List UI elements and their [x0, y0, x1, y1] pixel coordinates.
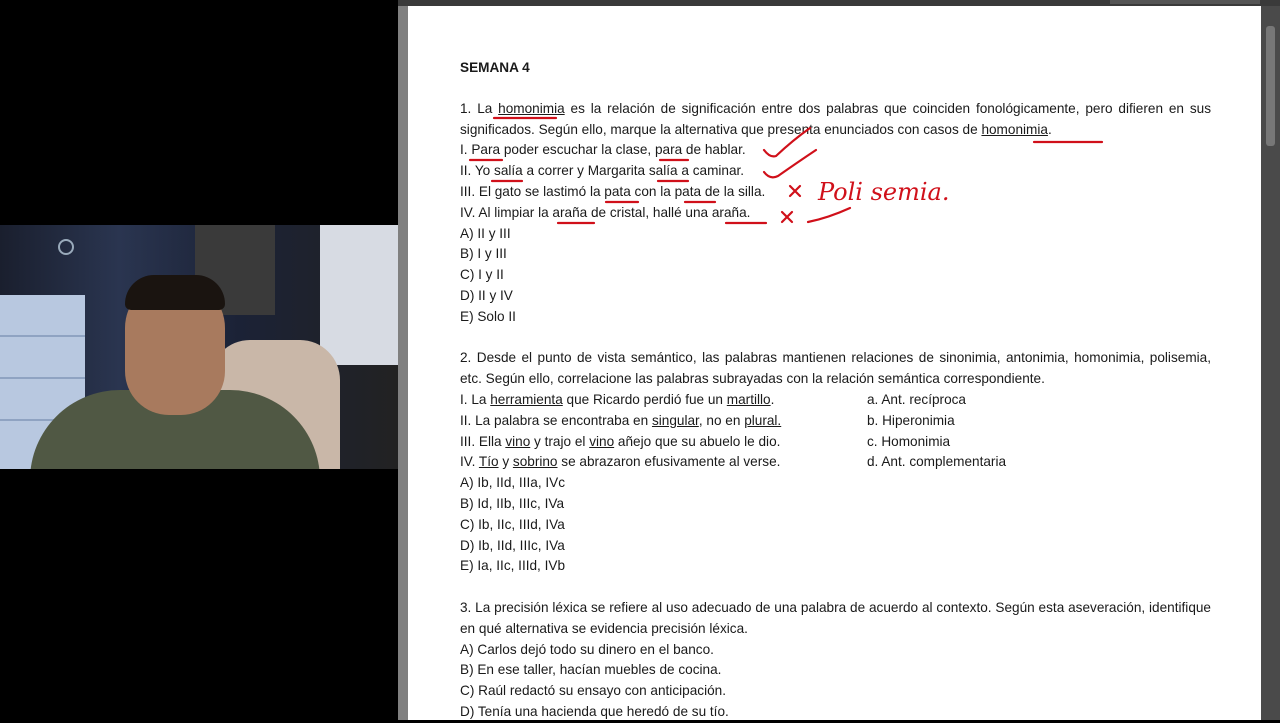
- viewer-tab[interactable]: [1110, 0, 1260, 4]
- q2-option: C) Ib, IIc, IIId, IVa: [460, 516, 565, 532]
- q1-option: D) II y IV: [460, 287, 513, 303]
- scrollbar-thumb[interactable]: [1266, 26, 1275, 146]
- document-content: [460, 58, 1211, 723]
- q2-option: E) Ia, IIc, IIId, IVb: [460, 558, 566, 574]
- q1-item: II. Yo salía a correr y Margarita salía a caminar.: [460, 163, 745, 179]
- q1-option: B) I y III: [460, 246, 507, 262]
- q1-stem: 1. La homonimia es la relación de significación entre dos palabras que coinciden fonológicamente, pero difieren en sus significados. Según ello, marque la alternativa que presenta enunciados con casos de homonimia.: [460, 100, 1211, 137]
- handwritten-note: Poli semia.: [818, 178, 950, 206]
- q2-row: II. La palabra se encontraba en singular, no en plural. b. Hiperonimia: [460, 412, 955, 428]
- q1-item: I. Para poder escuchar la clase, para de hablar.: [460, 142, 746, 158]
- camera-icon: [58, 239, 74, 255]
- q2-stem: 2. Desde el punto de vista semántico, las palabras mantienen relaciones de sinonimia, antonimia, homonimia, polisemia, etc. Según ello, correlacione las palabras subrayadas con la relación semántica correspondiente.: [460, 350, 1211, 387]
- document-viewer[interactable]: [398, 6, 1280, 720]
- q1-option: C) I y II: [460, 267, 504, 283]
- q3-option: D) Tenía una hacienda que heredó de su tío.: [460, 703, 729, 719]
- q3-option: C) Raúl redactó su ensayo con anticipación.: [460, 683, 726, 699]
- q3-option: A) Carlos dejó todo su dinero en el banco.: [460, 641, 714, 657]
- q2-option: D) Ib, IId, IIIc, IVa: [460, 537, 565, 553]
- q1-option: E) Solo II: [460, 308, 516, 324]
- background-window: [320, 225, 398, 365]
- q1-option: A) II y III: [460, 225, 511, 241]
- q3-option: B) En ese taller, hacían muebles de cocina.: [460, 662, 722, 678]
- q2-row: I. La herramienta que Ricardo perdió fue un martillo. a. Ant. recíproca: [460, 391, 966, 407]
- vertical-scrollbar[interactable]: [1261, 6, 1280, 720]
- q2-row: IV. Tío y sobrino se abrazaron efusivamente al verse. d. Ant. complementaria: [460, 454, 1007, 470]
- presenter: [30, 275, 320, 469]
- q2-option: B) Id, IIb, IIIc, IVa: [460, 495, 565, 511]
- q2-option: A) Ib, IId, IIIa, IVc: [460, 475, 566, 491]
- page-title: SEMANA 4: [460, 60, 530, 75]
- presenter-hair: [125, 275, 225, 310]
- document-page: [408, 6, 1261, 720]
- q2-row: III. Ella vino y trajo el vino añejo que su abuelo le dio. c. Homonimia: [460, 433, 951, 449]
- webcam-overlay: [0, 225, 398, 469]
- q3-stem: 3. La precisión léxica se refiere al uso adecuado de una palabra de acuerdo al contexto. Según esta aseveración, identifique en qué alternativa se evidencia precisión léxica.: [460, 599, 1211, 636]
- q1-item: IV. Al limpiar la araña de cristal, hallé una araña.: [460, 204, 751, 220]
- q1-item: III. El gato se lastimó la pata con la pata de la silla.: [460, 183, 766, 199]
